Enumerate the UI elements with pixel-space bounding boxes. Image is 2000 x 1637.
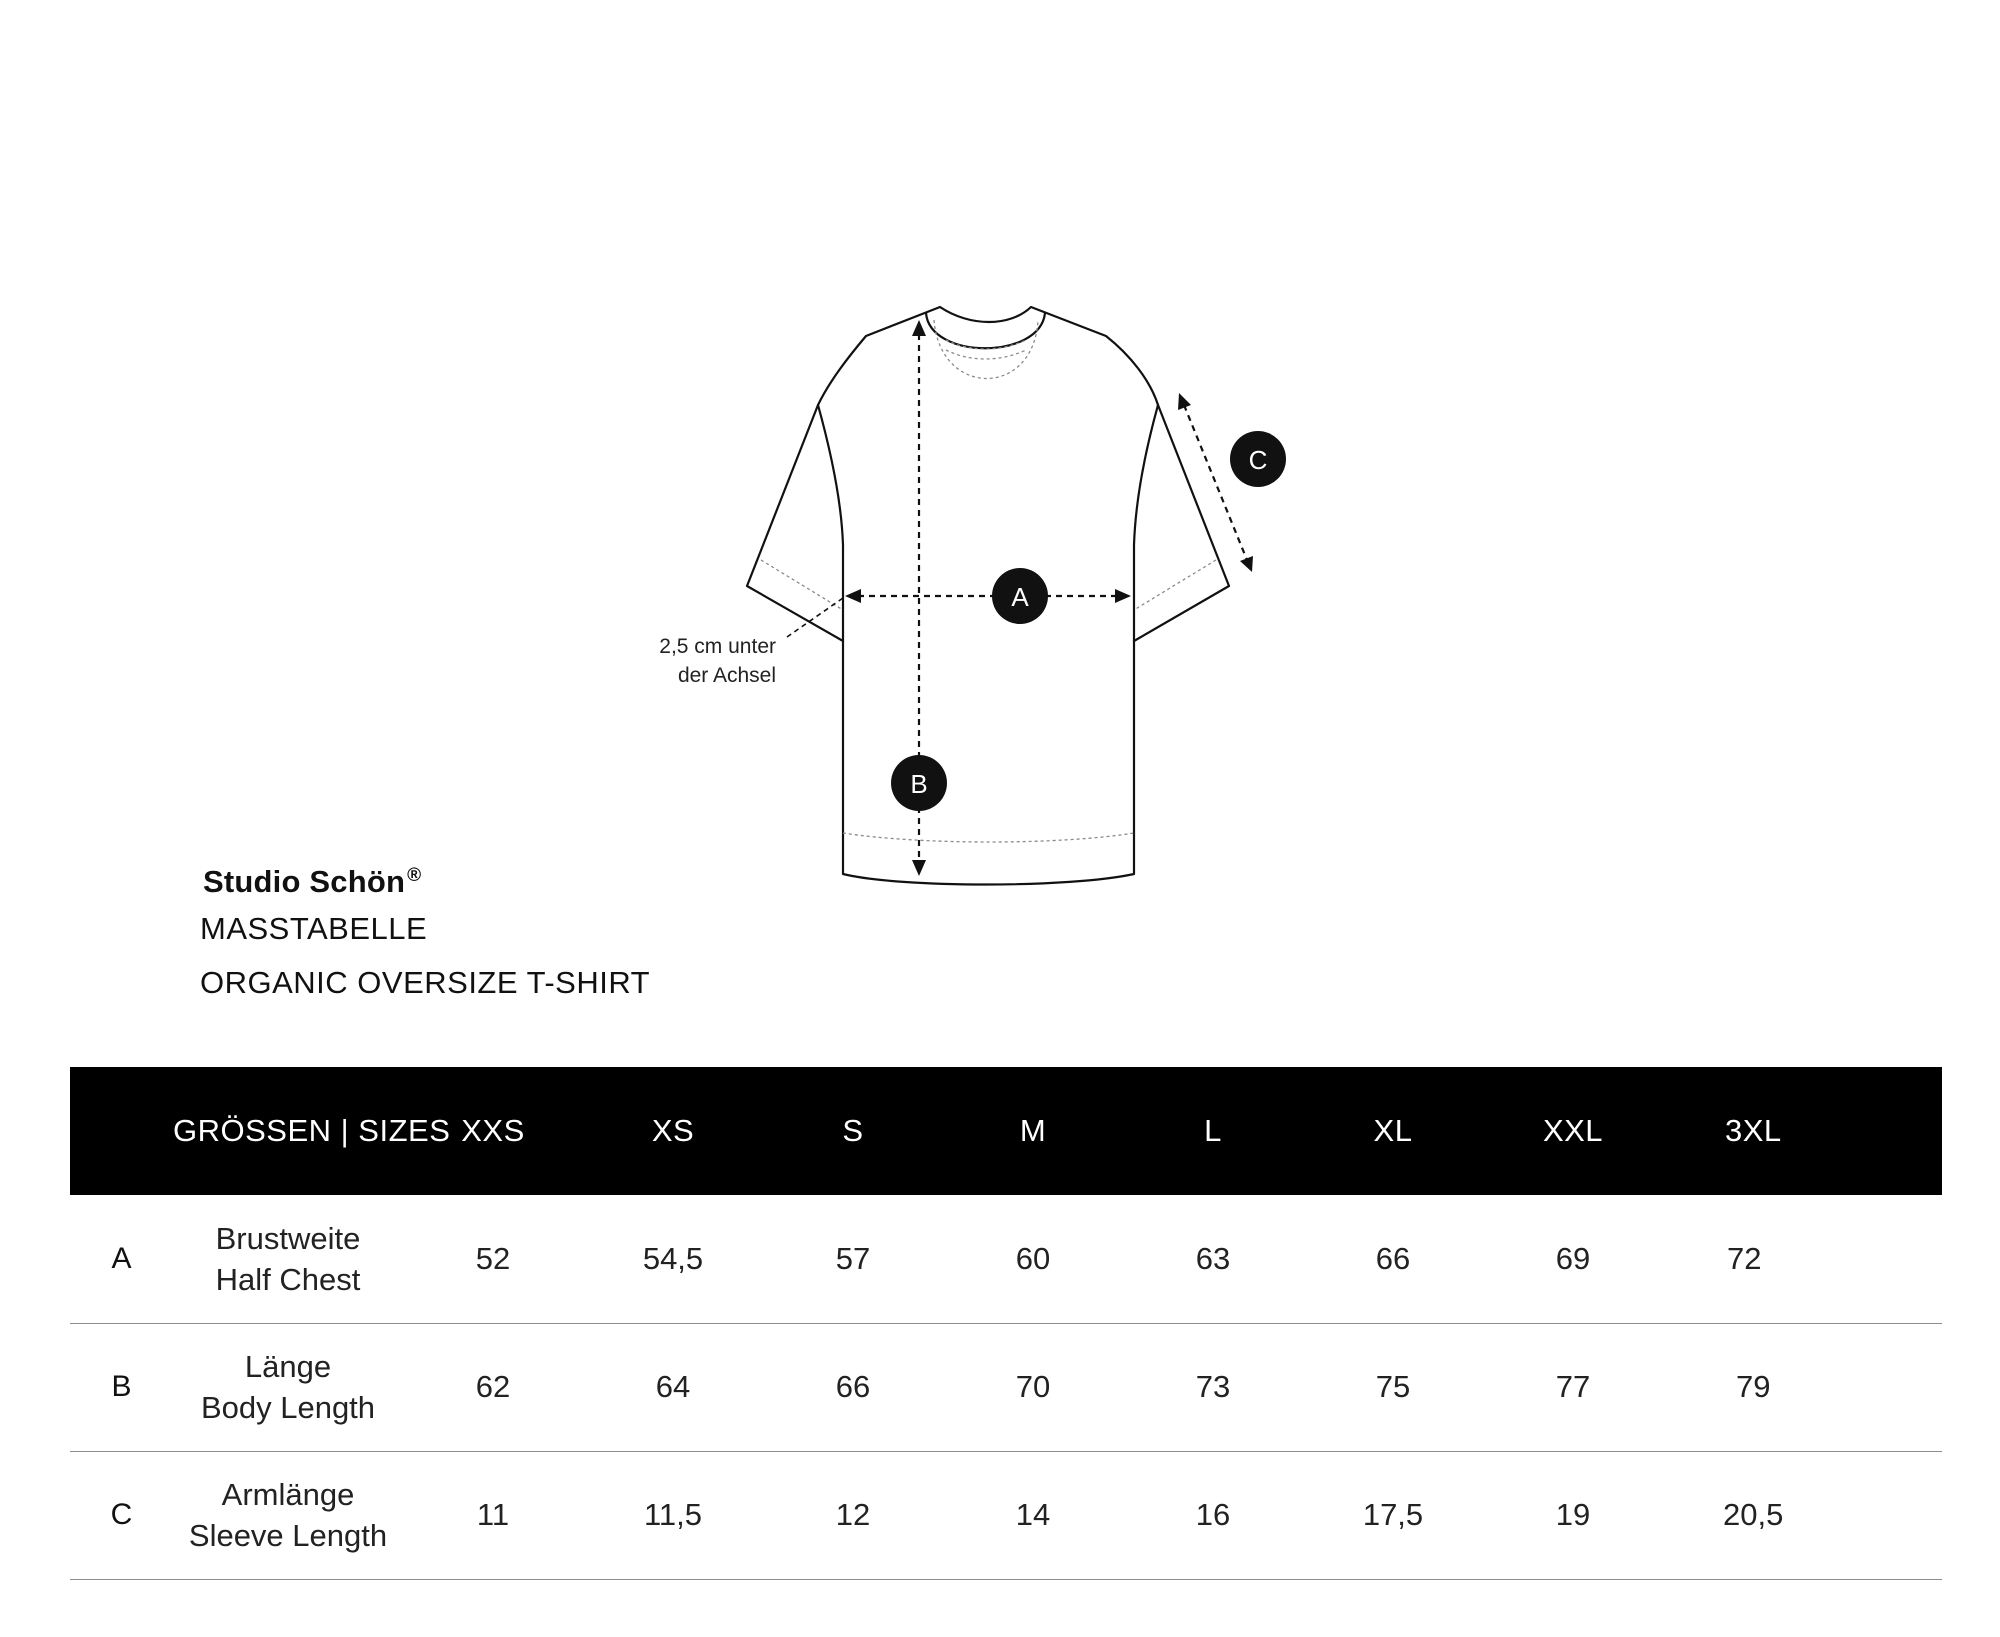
table-cell: 66 (1375, 1240, 1411, 1276)
row-label (173, 1451, 403, 1579)
underarm-note-line1: 2,5 cm unter (659, 635, 776, 658)
header-empty-cell (70, 1067, 173, 1195)
table-cell: 79 (1736, 1369, 1771, 1404)
registered-mark: ® (407, 865, 422, 886)
tshirt-collar-stitch-inner-2 (946, 350, 1026, 359)
brand-name-text: Studio Schön (203, 864, 406, 899)
sleeve-measure-arrow-top (1178, 393, 1191, 410)
chest-measure-arrow-left (845, 589, 861, 603)
table-cell: 60 (1015, 1240, 1051, 1276)
tshirt-left-sleeve-hem-stitch (761, 560, 843, 610)
length-measure-arrow-top (912, 320, 926, 336)
size-header-3xl: 3XL (1725, 1113, 1782, 1148)
table-cell: 72 (1727, 1240, 1762, 1276)
table-cell: 17,5 (1362, 1497, 1424, 1532)
table-cell: 14 (1015, 1497, 1051, 1532)
table-cell: 20,5 (1723, 1497, 1784, 1532)
sleeve-measure-line (1184, 405, 1247, 560)
size-header-xxs: XXS (461, 1113, 525, 1148)
table-cell: 77 (1555, 1369, 1591, 1404)
row-label-de: Brustweite (215, 1220, 361, 1256)
row-label-en: Sleeve Length (188, 1518, 388, 1553)
row-label-en: Half Chest (215, 1261, 361, 1297)
row-label-en: Body Length (200, 1390, 376, 1425)
table-cell: 52 (475, 1240, 511, 1276)
table-cell: 11,5 (643, 1497, 703, 1532)
marker-a-label: A (1011, 582, 1029, 612)
row-label-de: Armlänge (221, 1477, 355, 1512)
marker-b-label: B (910, 769, 928, 799)
brand-name (203, 850, 900, 902)
row-letter: A (111, 1241, 132, 1275)
size-header-s: S (842, 1113, 864, 1148)
length-measure-arrow-bottom (912, 860, 926, 876)
size-header-l: L (1204, 1113, 1222, 1148)
table-cell: 62 (475, 1369, 511, 1404)
table-cell: 73 (1195, 1369, 1231, 1404)
marker-c-label: C (1248, 445, 1268, 475)
tshirt-left-sleeve-outline (747, 405, 843, 641)
row-label (173, 1323, 403, 1451)
chest-measure-arrow-right (1115, 589, 1131, 603)
tshirt-bottom-hem-stitch (843, 833, 1134, 842)
table-row (70, 1451, 1942, 1579)
size-header-label: GRÖSSEN | SIZES (173, 1113, 451, 1148)
table-cell: 69 (1555, 1240, 1591, 1276)
tshirt-right-sleeve-hem-stitch (1134, 560, 1216, 610)
row-label (173, 1195, 403, 1323)
size-table-header-row (70, 1067, 1942, 1195)
page-title: MASSTABELLE (200, 911, 428, 946)
title-block (200, 850, 900, 1010)
size-table (70, 1067, 1942, 1580)
size-header-xxl: XXL (1542, 1113, 1604, 1148)
table-cell: 70 (1015, 1369, 1051, 1404)
underarm-note (556, 632, 776, 690)
size-header-xl: XL (1373, 1113, 1413, 1148)
table-cell: 57 (835, 1240, 871, 1276)
underarm-note-leader (787, 598, 843, 637)
table-cell: 64 (655, 1369, 691, 1404)
product-title: ORGANIC OVERSIZE T-SHIRT (200, 965, 651, 1000)
row-label-de: Länge (244, 1349, 332, 1384)
table-cell: 54,5 (642, 1240, 704, 1276)
size-header-m: M (1019, 1113, 1047, 1148)
row-letter: C (110, 1498, 133, 1531)
row-letter: B (111, 1370, 132, 1403)
tshirt-neckline (926, 313, 1045, 348)
table-cell: 11 (476, 1497, 510, 1532)
size-header-xs: XS (651, 1113, 695, 1148)
table-cell: 63 (1195, 1240, 1231, 1276)
table-cell: 66 (835, 1369, 871, 1404)
table-cell: 75 (1375, 1369, 1411, 1404)
table-cell: 16 (1195, 1497, 1231, 1532)
table-cell: 19 (1555, 1497, 1591, 1532)
table-row (70, 1323, 1942, 1451)
table-row (70, 1195, 1942, 1323)
underarm-note-line2: der Achsel (677, 664, 776, 687)
table-cell: 12 (835, 1497, 871, 1532)
